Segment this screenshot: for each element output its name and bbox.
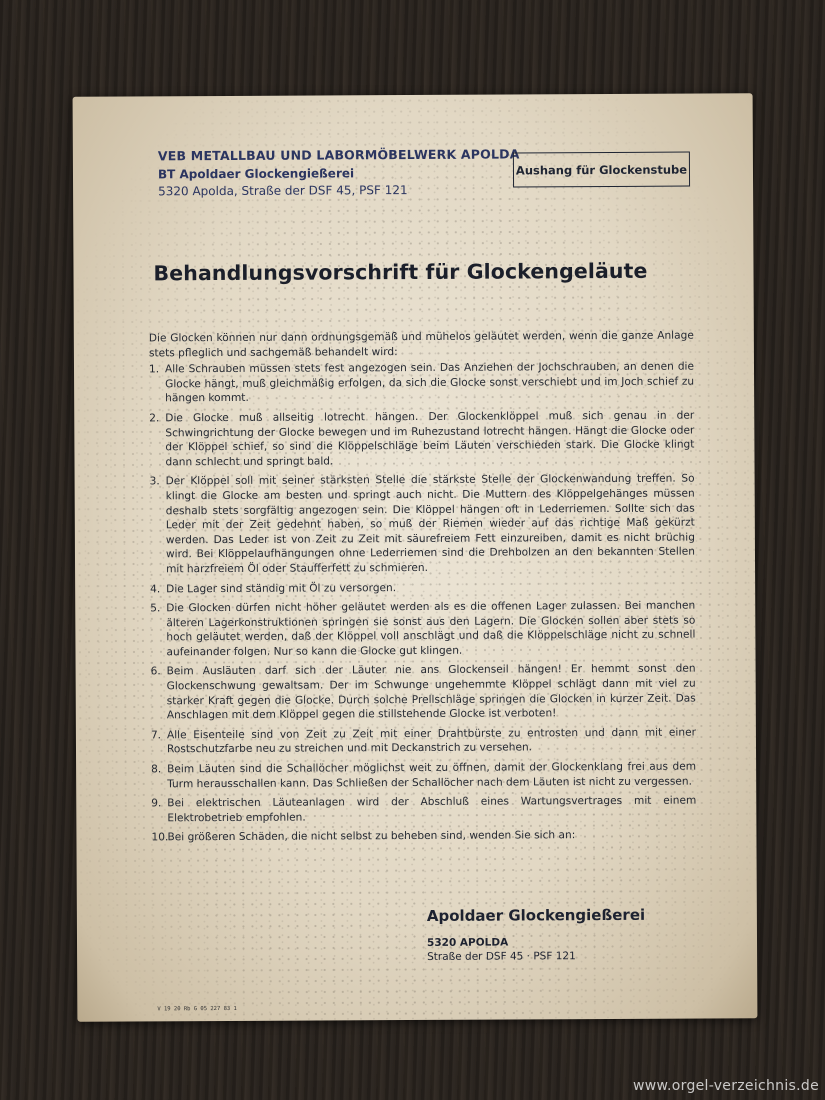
instruction-text: Beim Läuten sind die Schallöcher möglichst weit zu öffnen, damit der Glockenklang frei aus dem Turm herausschallen kann. Das Schließen der Schallöcher nach dem Läuten ist nicht zu vergessen. <box>167 760 697 790</box>
instruction-item <box>149 409 694 470</box>
document-title: Behandlungsvorschrift für Glockengeläute <box>153 258 648 286</box>
org-division: BT Apoldaer Glockengießerei <box>157 166 355 182</box>
instruction-item <box>151 725 696 757</box>
instruction-text: Bei elektrischen Läuteanlagen wird der Abschluß eines Wartungsvertrages mit einem Elektrobetrieb empfohlen. <box>167 794 697 825</box>
org-name: VEB METALLBAU UND LABORMÖBELWERK APOLDA <box>157 146 520 164</box>
instruction-text: Beim Ausläuten darf sich der Läuter nie ans Glockenseil hängen! Er hemmt sonst den Glockenschwung gewaltsam. Der im Schwunge ungehemmte Klöppel schlägt dann mit viel zu starker Kraft gegen die Glocke. Durch solche Prellschläge springen die Glocken in kurzer Zeit. Das Anschlagen mit dem Klöppel gegen die stillstehende Glocke ist verboten! <box>166 663 696 722</box>
instruction-text: Die Glocke muß allseitig lotrecht hängen. Der Glockenklöppel muß sich genau in der Schwingrichtung der Glocke bewegen und im Ruhezustand lotrecht hängen. Hängt die Glocke oder der Klöppel schief, so sind die Klöppelschläge beim Läuten verschieden stark. Die Glocke klingt dann schlecht und springt bald. <box>165 409 695 469</box>
instruction-item <box>150 599 695 660</box>
signature-street: Straße der DSF 45 · PSF 121 <box>427 950 576 963</box>
instruction-text: Alle Schrauben müssen stets fest angezogen sein. Das Anziehen der Jochschrauben, an denen die Glocke hängt, muß gleichmäßig erfolgen, da sich die Glocke sonst verschiebt und im Joch schief zu hängen kommt. <box>164 360 695 405</box>
signature-city: 5320 APOLDA <box>426 936 509 949</box>
notice-label: Aushang für Glockenstube <box>515 162 688 177</box>
instruction-number: 7. <box>150 729 162 742</box>
instruction-number: 4. <box>150 582 161 595</box>
instruction-text: Bei größeren Schäden, die nicht selbst zu beheben sind, wenden Sie sich an: <box>167 829 576 844</box>
notice-label-box <box>513 152 690 188</box>
instruction-text: Die Lager sind ständig mit Öl zu versorgen. <box>166 581 397 595</box>
org-header <box>158 146 520 198</box>
instruction-text: Alle Eisenteile sind von Zeit zu Zeit mit einer Drahtbürste zu entrosten und dann mit einer Rostschutzfarbe neu zu streichen und mit Deckanstrich zu versehen. <box>166 726 696 756</box>
instruction-number: 2. <box>149 412 160 425</box>
instruction-text: Die Glocken dürfen nicht höher geläutet werden als es die offenen Lager zulassen. Bei manchen älteren Lagerkonstruktionen springen sie sonst aus den Lagern. Die Glocken sollen aber stets so hoch geläutet werden, daß der Klöppel voll anschlägt und daß die Klöppelschläge nicht zu schnell aufeinander folgen. Nur so kann die Glocke gut klingen. <box>166 599 696 659</box>
instruction-number: 5. <box>150 602 161 615</box>
instruction-number: 9. <box>151 797 162 810</box>
instruction-number: 3. <box>149 475 160 488</box>
document-body <box>149 329 697 851</box>
org-address: 5320 Apolda, Straße der DSF 45, PSF 121 <box>158 183 408 199</box>
instruction-item <box>151 794 696 826</box>
signature-block <box>427 906 646 963</box>
instruction-item <box>150 579 695 596</box>
print-code: V 19 20 Rb G 05 227 83 1 <box>157 1005 237 1013</box>
instruction-item <box>151 828 696 845</box>
instruction-text: Der Klöppel soll mit seiner stärksten Stelle die stärkste Stelle der Glockenwandung treffen. So klingt die Glocke am besten und springt auch nicht. Die Muttern des Klöppelgehänges müssen deshalb stets sorgfältig angezogen sein. Die Klöppel hängen oft in Lederriemen. Sollte sich das Leder mit der Zeit gedehnt haben, so muß der Riemen wieder auf das richtige Maß gekürzt werden. Das Leder ist von Zeit zu Zeit mit säurefreiem Fett einzureiben, damit es nicht brüchig wird. Bei Klöppelaufhängungen ohne Lederriemen sind die Drehbolzen an den bekannten Stellen mit harzfreiem Öl oder Staufferfett zu schmieren. <box>165 472 696 576</box>
instruction-number: 6. <box>150 665 161 678</box>
instruction-number: 1. <box>148 363 160 376</box>
instruction-item <box>151 760 696 792</box>
signature-name: Apoldaer Glockengießerei <box>426 905 646 925</box>
instruction-number: 10. <box>151 831 169 844</box>
instruction-list <box>149 360 697 846</box>
intro-paragraph: Die Glocken können nur dann ordnungsgemäß und mühelos geläutet werden, wenn die ganze Anlage stets pfleglich und sachgemäß behandelt wird: <box>148 329 694 359</box>
instruction-item <box>149 360 694 407</box>
instruction-item <box>150 472 696 577</box>
notice-paper <box>73 93 758 1022</box>
instruction-number: 8. <box>151 763 162 776</box>
watermark: www.orgel-verzeichnis.de <box>633 1078 819 1094</box>
instruction-item <box>151 662 696 723</box>
